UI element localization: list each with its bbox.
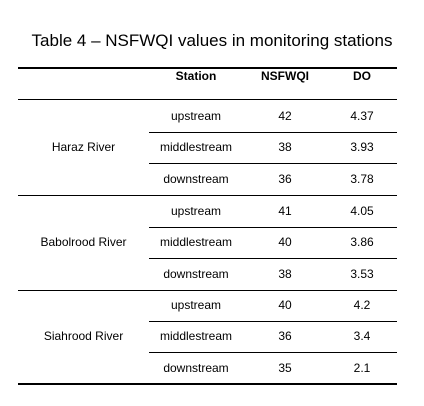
nsfwqi-cell: 40 [278, 235, 292, 250]
nsfwqi-cell: 40 [278, 297, 292, 312]
group-divider [18, 195, 397, 196]
station-cell: upstream [170, 108, 222, 123]
station-cell: downstream [163, 266, 229, 281]
station-cell: downstream [163, 171, 229, 186]
do-cell: 4.37 [350, 108, 374, 123]
do-cell: 2.1 [353, 360, 371, 375]
nsfwqi-cell: 35 [278, 360, 292, 375]
do-cell: 3.4 [353, 329, 371, 344]
table-bottom-rule [18, 383, 397, 385]
do-cell: 3.78 [350, 171, 374, 186]
row-divider [149, 227, 397, 228]
station-cell: upstream [170, 297, 222, 312]
station-cell: middlestream [159, 329, 233, 344]
header-bottom-rule [18, 99, 397, 100]
nsfwqi-cell: 41 [278, 203, 292, 218]
nsfwqi-cell: 38 [278, 140, 292, 155]
header-nsfwqi: NSFWQI [261, 69, 309, 83]
station-cell: middlestream [159, 235, 233, 250]
do-cell: 4.2 [353, 297, 371, 312]
river-name: Siahrood River [43, 329, 124, 344]
header-station: Station [175, 69, 217, 83]
station-cell: middlestream [159, 140, 233, 155]
row-divider [149, 163, 397, 164]
do-cell: 3.93 [350, 140, 374, 155]
river-name: Babolrood River [40, 235, 127, 250]
row-divider [149, 132, 397, 133]
nsfwqi-table [18, 67, 397, 385]
nsfwqi-cell: 38 [278, 266, 292, 281]
header-do: DO [353, 69, 371, 83]
row-divider [149, 258, 397, 259]
do-cell: 4.05 [350, 203, 374, 218]
station-cell: upstream [170, 203, 222, 218]
row-divider [149, 352, 397, 353]
nsfwqi-cell: 36 [278, 171, 292, 186]
do-cell: 3.53 [350, 266, 374, 281]
group-divider [18, 290, 397, 291]
nsfwqi-cell: 36 [278, 329, 292, 344]
river-name: Haraz River [51, 140, 116, 155]
station-cell: downstream [163, 360, 229, 375]
nsfwqi-cell: 42 [278, 108, 292, 123]
table-caption: Table 4 – NSFWQI values in monitoring stations [31, 31, 393, 50]
row-divider [149, 321, 397, 322]
do-cell: 3.86 [350, 235, 374, 250]
